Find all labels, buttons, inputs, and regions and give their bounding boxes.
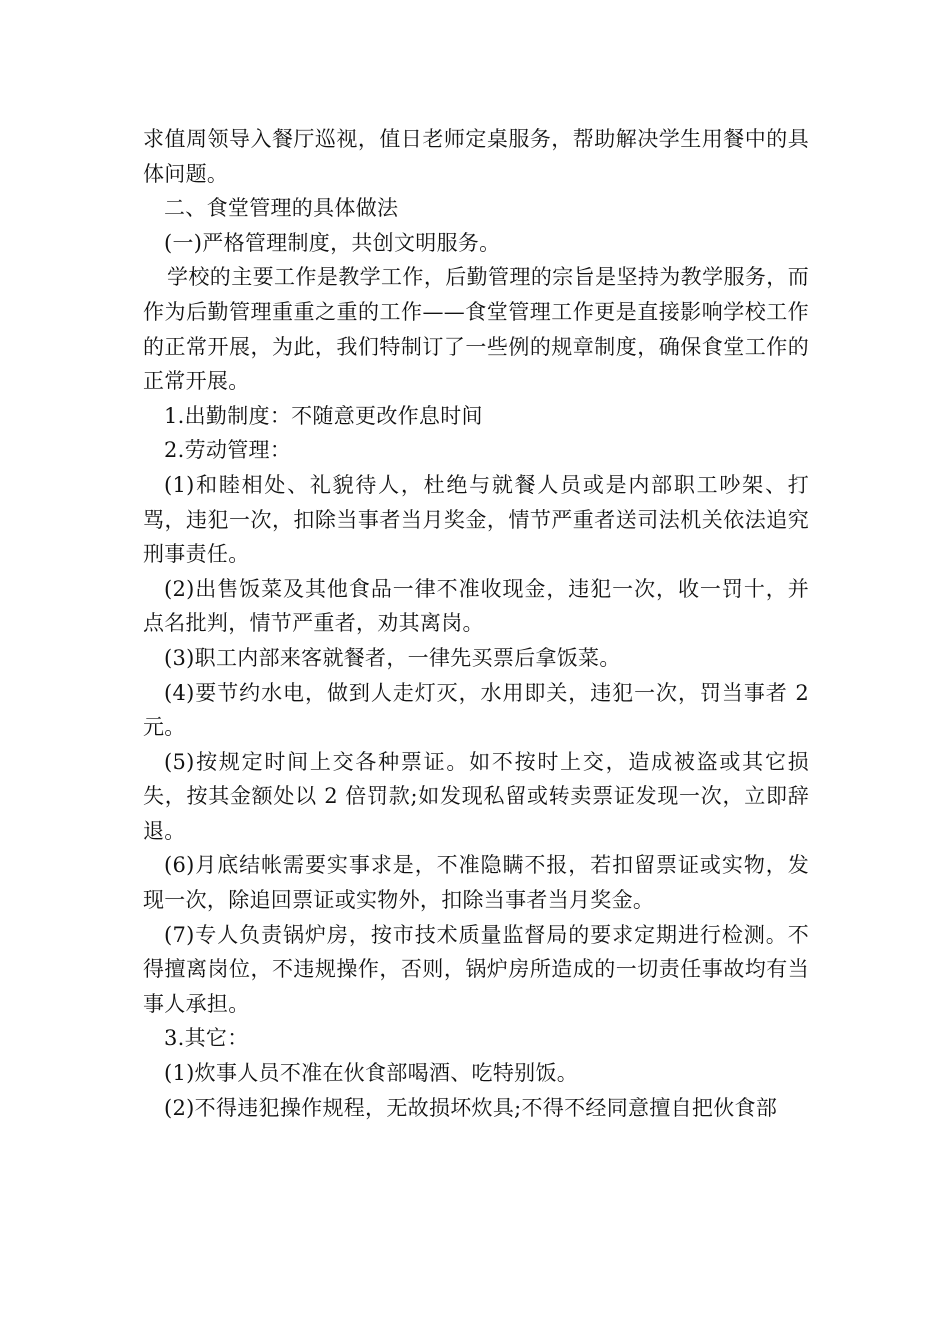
other-rule-2: (2)不得违犯操作规程，无故损坏炊具;不得不经同意擅自把伙食部 xyxy=(164,1095,778,1120)
labor-rule-1: (1)和睦相处、礼貌待人，杜绝与就餐人员或是内部职工吵架、打骂，违犯一次，扣除当事者当月奖金，情节严重者送司法机关依法追究刑事责任。 xyxy=(143,472,809,567)
labor-rule-6: (6)月底结帐需要实事求是，不准隐瞒不报，若扣留票证或实物，发现一次，除追回票证或实物外，扣除当事者当月奖金。 xyxy=(143,853,809,913)
section-heading-2: 二、食堂管理的具体做法 xyxy=(164,196,399,221)
paragraph-intro: 学校的主要工作是教学工作，后勤管理的宗旨是坚持为教学服务，而作为后勤管理重重之重的工作——食堂管理工作更是直接影响学校工作的正常开展，为此，我们特制订了一些例的规章制度，确保食堂工作的正常开展。 xyxy=(143,265,809,394)
labor-rule-2: (2)出售饭菜及其他食品一律不准收现金，违犯一次，收一罚十，并点名批判，情节严重者，劝其离岗。 xyxy=(143,576,809,636)
list-item-attendance: 1.出勤制度：不随意更改作息时间 xyxy=(164,403,483,428)
labor-rule-5: (5)按规定时间上交各种票证。如不按时上交，造成被盗或其它损失，按其金额处以 2 倍罚款;如发现私留或转卖票证发现一次，立即辞退。 xyxy=(143,749,809,843)
labor-rule-3: (3)职工内部来客就餐者，一律先买票后拿饭菜。 xyxy=(164,645,621,670)
paragraph-continuation: 求值周领导入餐厅巡视，值日老师定桌服务，帮助解决学生用餐中的具体问题。 xyxy=(143,127,809,186)
list-item-labor: 2.劳动管理： xyxy=(164,438,292,463)
other-rule-1: (1)炊事人员不准在伙食部喝酒、吃特别饭。 xyxy=(164,1061,579,1086)
subsection-heading-1: (一)严格管理制度，共创文明服务。 xyxy=(164,230,501,255)
document-body xyxy=(143,122,809,1125)
list-item-other: 3.其它： xyxy=(164,1026,249,1051)
labor-rule-7: (7)专人负责锅炉房，按市技术质量监督局的要求定期进行检测。不得擅离岗位，不违规操作，否则，锅炉房所造成的一切责任事故均有当事人承担。 xyxy=(143,922,809,1016)
labor-rule-4: (4)要节约水电，做到人走灯灭，水用即关，违犯一次，罚当事者 2 元。 xyxy=(143,680,809,740)
